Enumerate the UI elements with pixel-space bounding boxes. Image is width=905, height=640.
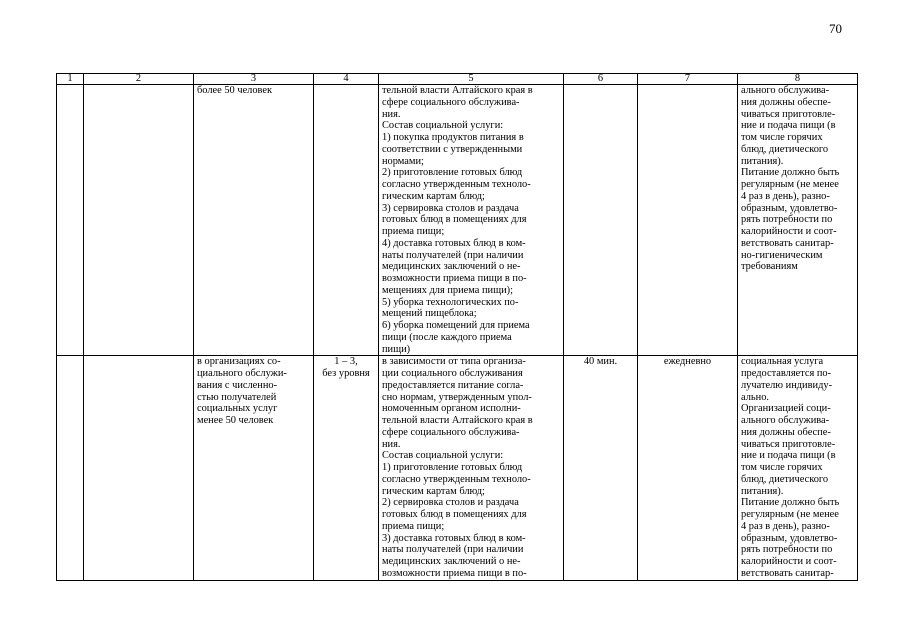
table-row [57,356,858,580]
page-number: 70 [829,21,842,36]
row1-recipient-group-cell: более 50 человек [194,85,314,356]
row2-col1-cell [57,356,84,580]
table-row [57,85,858,356]
row2-recipient-group-cell: в организациях со- циального обслужи- вания с численно- стью получателей социальных услуг менее 50 человек [194,356,314,580]
row1-duration-cell [564,85,638,356]
column-number-6: 6 [564,74,638,85]
row2-service-content-cell: в зависимости от типа организа- ции социального обслуживания предоставляется питание согла- сно нормам, утвержденным упол- номоченным органом исполни- тельной власти Алтайского края в сфере социального обслужива- ния. Состав социальной услуги: 1) приготовление готовых блюд согласно утвержденным техноло- гическим картам блюд; 2) сервировка столов и раздача готовых блюд в помещениях для приема пищи; 3) доставка готовых блюд в ком- наты получателей (при наличии медицинских заключений о не- возможности приема пищи в по- [379,356,564,580]
column-number-1: 1 [57,74,84,85]
row2-col2-cell [84,356,194,580]
row1-frequency-cell [638,85,738,356]
row2-duration-cell: 40 мин. [564,356,638,580]
column-number-2: 2 [84,74,194,85]
column-number-8: 8 [738,74,858,85]
column-number-4: 4 [314,74,379,85]
row2-conditions-cell: социальная услуга предоставляется по- лучателю индивиду- ально. Организацией соци- ального обслужива- ния должны обеспе- чиваться приготовле- ние и подача пищи (в том числе горячих блюд, диетического питания). Питание должно быть регулярным (не менее 4 раз в день), разно- образным, удовлетво- рять потребности по калорийности и соот- ветствовать санитар- [738,356,858,580]
column-number-row [57,74,858,85]
services-table [56,73,858,581]
row2-frequency-cell: ежедневно [638,356,738,580]
row1-col1-cell [57,85,84,356]
row1-conditions-cell: ального обслужива- ния должны обеспе- чиваться приготовле- ние и подача пищи (в том числе горячих блюд, диетического питания). Питание должно быть регулярным (не менее 4 раз в день), разно- образным, удовлетво- рять потребности по калорийности и соот- ветствовать санитар- но-гигиеническим требованиям [738,85,858,356]
column-number-3: 3 [194,74,314,85]
column-number-7: 7 [638,74,738,85]
row2-level-cell: 1 – 3, без уровня [314,356,379,580]
column-number-5: 5 [379,74,564,85]
row1-level-cell [314,85,379,356]
row1-col2-cell [84,85,194,356]
row1-service-content-cell: тельной власти Алтайского края в сфере социального обслужива- ния. Состав социальной услуги: 1) покупка продуктов питания в соответствии с утвержденными нормами; 2) приготовление готовых блюд согласно утвержденным техноло- гическим картам блюд; 3) сервировка столов и раздача готовых блюд в помещениях для приема пищи; 4) доставка готовых блюд в ком- наты получателей (при наличии медицинских заключений о не- возможности приема пищи в по- мещениях для приема пищи); 5) уборка технологических по- мещений пищеблока; 6) уборка помещений для приема пищи (после каждого приема пищи) [379,85,564,356]
